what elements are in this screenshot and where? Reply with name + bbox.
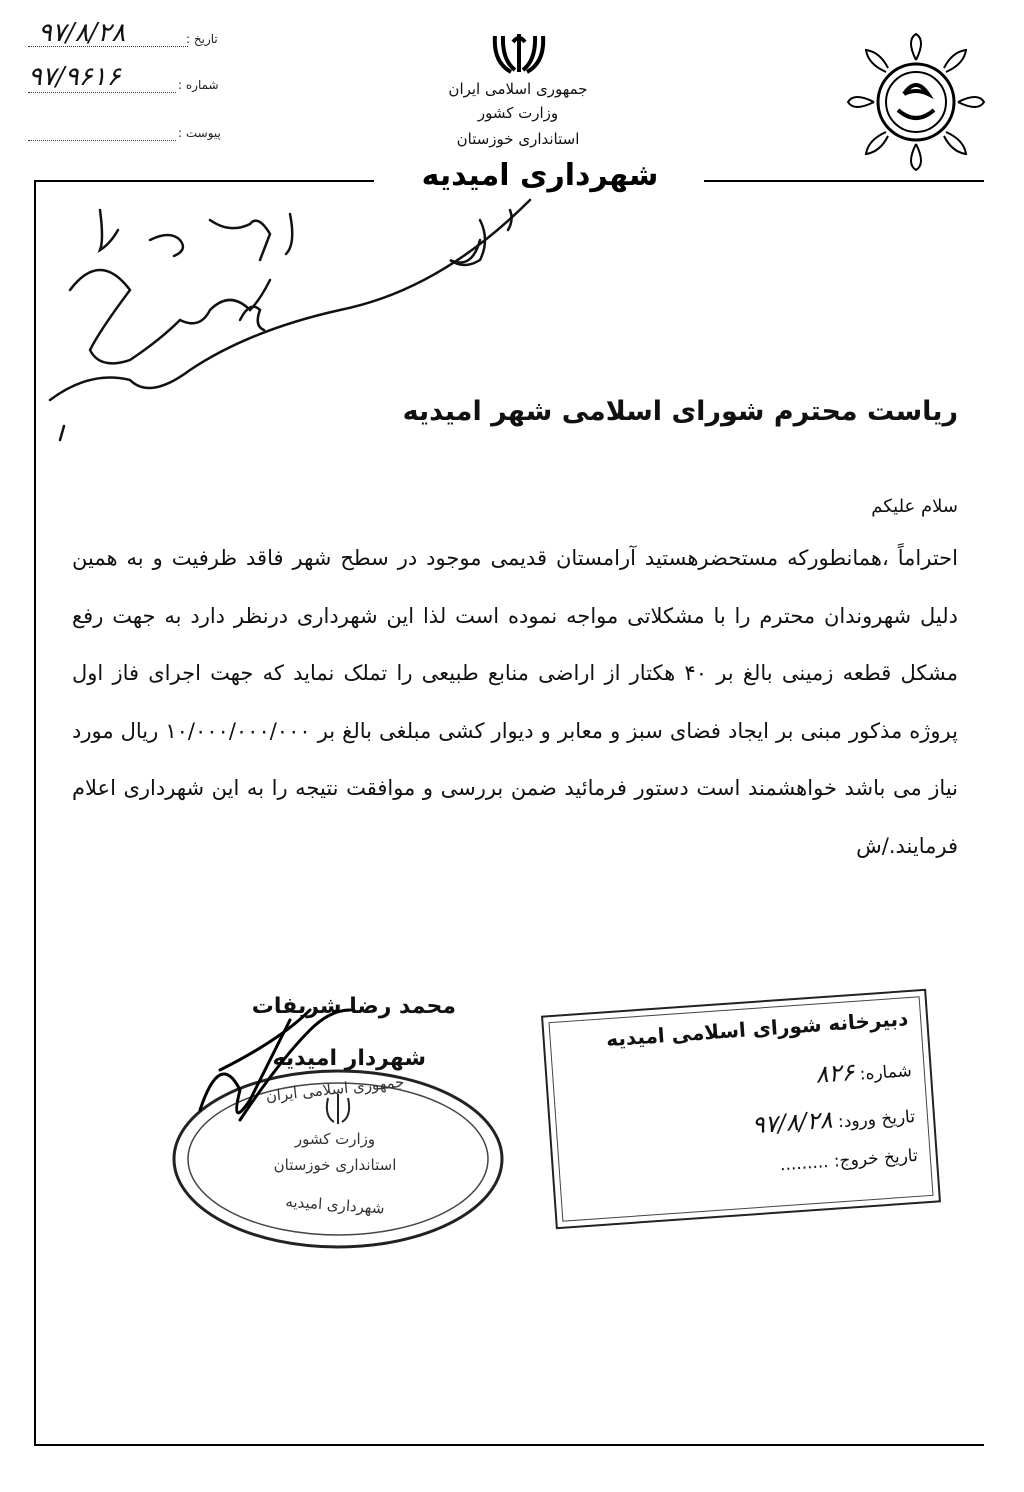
seal-line-1: جمهوری اسلامی ایران [264,1072,406,1106]
attachment-dotline [28,140,176,141]
greeting-text: سلام علیکم [871,496,958,517]
stamp-entry-date-label: تاریخ ورود: [837,1106,916,1133]
attachment-label: پیوست : [178,126,221,140]
header-rule-left [34,180,374,182]
frame-left-border [34,180,36,1446]
date-dotline [28,46,188,47]
stamp-entry-date-value: ۹۷/۸/۲۸ [750,1105,834,1140]
stamp-number-label: شماره: [859,1061,913,1085]
seal-line-2: وزارت کشور [294,1130,376,1148]
date-label: تاریخ : [186,32,218,46]
recipient-heading: ریاست محترم شورای اسلامی شهر امیدیه [402,396,958,427]
number-label: شماره : [178,78,219,92]
council-received-stamp [541,989,941,1229]
stamp-exit-date-value: ......... [779,1152,830,1176]
header-line-ministry: وزارت کشور [477,104,559,122]
signatory-title: شهردار امیدیه [272,1046,426,1071]
letter-body-paragraph: احتراماً ،همانطورکه مستحضرهستید آرامستان قدیمی موجود در سطح شهر فاقد ظرفیت و به همین دلیل شهروندان محترم را با مشکلاتی مواجه نموده است لذا این شهرداری درنظر دارد به جهت رفع مشکل قطعه زمینی بالغ بر ۴۰ هکتار از اراضی منابع طبیعی را تملک نماید که جهت اجرای فاز اول پروژه مذکور مبنی بر ایجاد فضای سبز و معابر و دیوار کشی مبلغی بالغ بر ۱۰/۰۰۰/۰۰۰/۰۰۰ ریال مورد نیاز می باشد خواهشمند است دستور فرمائید ضمن بررسی و موافقت نتیجه را به این شهرداری اعلام فرمایند./ش [72,546,958,858]
municipality-title: شهرداری امیدیه [421,158,659,193]
stamp-exit-date-label: تاریخ خروج: [833,1145,919,1172]
date-value: ۹۷/۸/۲۸ [38,18,126,48]
seal-line-3: استانداری خوزستان [273,1156,397,1174]
frame-bottom-border [34,1444,984,1446]
header-line-governorate: استانداری خوزستان [456,130,580,148]
signatory-name: محمد رضا شریفات [251,994,456,1019]
header-line-republic: جمهوری اسلامی ایران [448,80,588,98]
number-value: ۹۷/۹۶۱۶ [28,62,121,92]
stamp-number-value: ۸۲۶ [814,1058,856,1089]
seal-line-4: شهرداری امیدیه [284,1192,386,1218]
iran-emblem-icon [489,32,549,76]
handwritten-signature-icon [180,1000,410,1130]
municipality-logo-icon [846,30,986,170]
number-dotline [28,92,176,93]
stamp-title: دبیرخانه شورای اسلامی امیدیه [605,1006,909,1052]
header-rule-right [704,180,984,182]
